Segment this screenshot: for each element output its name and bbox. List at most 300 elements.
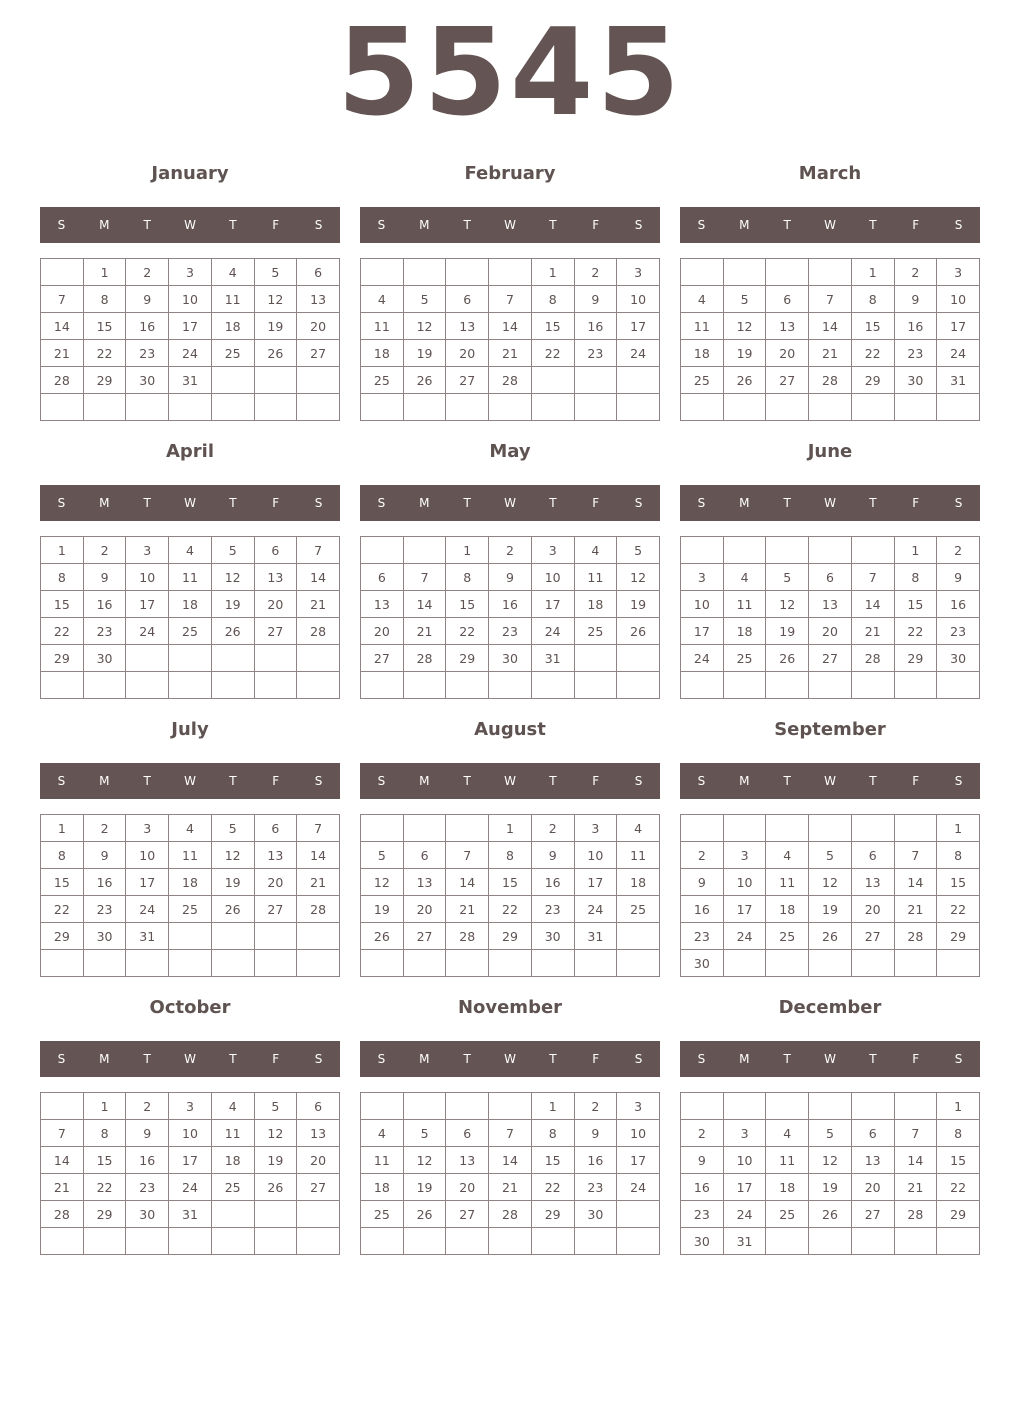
day-cell[interactable]: 3: [937, 259, 980, 286]
day-cell[interactable]: 1: [446, 537, 489, 564]
day-cell[interactable]: 9: [681, 1147, 724, 1174]
day-cell[interactable]: 20: [403, 896, 446, 923]
day-cell[interactable]: 20: [446, 340, 489, 367]
day-cell[interactable]: 1: [83, 259, 126, 286]
day-cell[interactable]: 18: [617, 869, 660, 896]
day-cell[interactable]: 29: [41, 645, 84, 672]
day-cell[interactable]: 26: [211, 896, 254, 923]
day-cell[interactable]: 17: [126, 591, 169, 618]
day-cell[interactable]: 4: [766, 1120, 809, 1147]
day-cell[interactable]: 3: [617, 1093, 660, 1120]
day-cell[interactable]: 12: [361, 869, 404, 896]
day-cell[interactable]: 11: [361, 1147, 404, 1174]
day-cell[interactable]: 23: [894, 340, 937, 367]
day-cell[interactable]: 9: [574, 1120, 617, 1147]
day-cell[interactable]: 4: [723, 564, 766, 591]
day-cell[interactable]: 13: [809, 591, 852, 618]
day-cell[interactable]: 25: [766, 1201, 809, 1228]
day-cell[interactable]: 15: [531, 1147, 574, 1174]
day-cell[interactable]: 27: [851, 1201, 894, 1228]
day-cell[interactable]: 26: [723, 367, 766, 394]
day-cell[interactable]: 26: [254, 1174, 297, 1201]
day-cell[interactable]: 10: [126, 564, 169, 591]
day-cell[interactable]: 3: [574, 815, 617, 842]
day-cell[interactable]: 18: [723, 618, 766, 645]
day-cell[interactable]: 6: [446, 286, 489, 313]
day-cell[interactable]: 11: [681, 313, 724, 340]
day-cell[interactable]: 27: [446, 1201, 489, 1228]
day-cell[interactable]: 8: [937, 842, 980, 869]
day-cell[interactable]: 16: [681, 896, 724, 923]
day-cell[interactable]: 21: [489, 340, 532, 367]
day-cell[interactable]: 24: [937, 340, 980, 367]
day-cell[interactable]: 12: [809, 869, 852, 896]
day-cell[interactable]: 4: [361, 1120, 404, 1147]
day-cell[interactable]: 27: [809, 645, 852, 672]
day-cell[interactable]: 12: [403, 313, 446, 340]
day-cell[interactable]: 12: [211, 842, 254, 869]
day-cell[interactable]: 4: [169, 537, 212, 564]
day-cell[interactable]: 20: [297, 313, 340, 340]
day-cell[interactable]: 13: [361, 591, 404, 618]
day-cell[interactable]: 11: [211, 286, 254, 313]
day-cell[interactable]: 1: [83, 1093, 126, 1120]
day-cell[interactable]: 5: [361, 842, 404, 869]
day-cell[interactable]: 24: [126, 618, 169, 645]
day-cell[interactable]: 24: [531, 618, 574, 645]
day-cell[interactable]: 17: [617, 1147, 660, 1174]
day-cell[interactable]: 14: [297, 842, 340, 869]
day-cell[interactable]: 7: [297, 815, 340, 842]
day-cell[interactable]: 2: [937, 537, 980, 564]
day-cell[interactable]: 31: [169, 367, 212, 394]
day-cell[interactable]: 13: [297, 1120, 340, 1147]
day-cell[interactable]: 10: [574, 842, 617, 869]
day-cell[interactable]: 27: [254, 896, 297, 923]
day-cell[interactable]: 13: [766, 313, 809, 340]
day-cell[interactable]: 20: [766, 340, 809, 367]
day-cell[interactable]: 21: [446, 896, 489, 923]
day-cell[interactable]: 7: [489, 286, 532, 313]
day-cell[interactable]: 19: [254, 1147, 297, 1174]
day-cell[interactable]: 14: [894, 1147, 937, 1174]
day-cell[interactable]: 19: [211, 869, 254, 896]
day-cell[interactable]: 10: [937, 286, 980, 313]
day-cell[interactable]: 9: [937, 564, 980, 591]
day-cell[interactable]: 27: [851, 923, 894, 950]
day-cell[interactable]: 12: [403, 1147, 446, 1174]
day-cell[interactable]: 6: [297, 1093, 340, 1120]
day-cell[interactable]: 2: [126, 259, 169, 286]
day-cell[interactable]: 2: [83, 815, 126, 842]
day-cell[interactable]: 15: [41, 591, 84, 618]
day-cell[interactable]: 20: [297, 1147, 340, 1174]
day-cell[interactable]: 4: [617, 815, 660, 842]
day-cell[interactable]: 10: [723, 869, 766, 896]
day-cell[interactable]: 26: [809, 1201, 852, 1228]
day-cell[interactable]: 22: [41, 618, 84, 645]
day-cell[interactable]: 23: [681, 923, 724, 950]
day-cell[interactable]: 8: [937, 1120, 980, 1147]
day-cell[interactable]: 8: [83, 1120, 126, 1147]
day-cell[interactable]: 21: [894, 896, 937, 923]
day-cell[interactable]: 26: [403, 367, 446, 394]
day-cell[interactable]: 6: [361, 564, 404, 591]
day-cell[interactable]: 30: [126, 367, 169, 394]
day-cell[interactable]: 15: [41, 869, 84, 896]
day-cell[interactable]: 21: [489, 1174, 532, 1201]
day-cell[interactable]: 18: [766, 1174, 809, 1201]
day-cell[interactable]: 8: [894, 564, 937, 591]
day-cell[interactable]: 17: [126, 869, 169, 896]
day-cell[interactable]: 3: [681, 564, 724, 591]
day-cell[interactable]: 19: [809, 1174, 852, 1201]
day-cell[interactable]: 8: [531, 1120, 574, 1147]
day-cell[interactable]: 4: [766, 842, 809, 869]
day-cell[interactable]: 16: [574, 313, 617, 340]
day-cell[interactable]: 11: [169, 564, 212, 591]
day-cell[interactable]: 18: [681, 340, 724, 367]
day-cell[interactable]: 18: [574, 591, 617, 618]
day-cell[interactable]: 28: [41, 1201, 84, 1228]
day-cell[interactable]: 1: [937, 1093, 980, 1120]
day-cell[interactable]: 24: [681, 645, 724, 672]
day-cell[interactable]: 30: [126, 1201, 169, 1228]
day-cell[interactable]: 16: [681, 1174, 724, 1201]
day-cell[interactable]: 23: [574, 1174, 617, 1201]
day-cell[interactable]: 24: [723, 1201, 766, 1228]
day-cell[interactable]: 11: [361, 313, 404, 340]
day-cell[interactable]: 10: [681, 591, 724, 618]
day-cell[interactable]: 12: [809, 1147, 852, 1174]
day-cell[interactable]: 1: [894, 537, 937, 564]
day-cell[interactable]: 13: [297, 286, 340, 313]
day-cell[interactable]: 23: [126, 340, 169, 367]
day-cell[interactable]: 9: [894, 286, 937, 313]
day-cell[interactable]: 31: [126, 923, 169, 950]
day-cell[interactable]: 4: [211, 1093, 254, 1120]
day-cell[interactable]: 29: [937, 1201, 980, 1228]
day-cell[interactable]: 9: [83, 842, 126, 869]
day-cell[interactable]: 18: [766, 896, 809, 923]
day-cell[interactable]: 15: [83, 313, 126, 340]
day-cell[interactable]: 15: [937, 869, 980, 896]
day-cell[interactable]: 5: [723, 286, 766, 313]
day-cell[interactable]: 9: [681, 869, 724, 896]
day-cell[interactable]: 9: [489, 564, 532, 591]
day-cell[interactable]: 12: [617, 564, 660, 591]
day-cell[interactable]: 5: [254, 259, 297, 286]
day-cell[interactable]: 14: [446, 869, 489, 896]
day-cell[interactable]: 4: [169, 815, 212, 842]
day-cell[interactable]: 16: [894, 313, 937, 340]
day-cell[interactable]: 17: [574, 869, 617, 896]
day-cell[interactable]: 20: [851, 896, 894, 923]
day-cell[interactable]: 2: [894, 259, 937, 286]
day-cell[interactable]: 22: [489, 896, 532, 923]
day-cell[interactable]: 5: [211, 537, 254, 564]
day-cell[interactable]: 16: [83, 869, 126, 896]
day-cell[interactable]: 7: [894, 1120, 937, 1147]
day-cell[interactable]: 9: [531, 842, 574, 869]
day-cell[interactable]: 9: [126, 1120, 169, 1147]
day-cell[interactable]: 13: [254, 564, 297, 591]
day-cell[interactable]: 13: [254, 842, 297, 869]
day-cell[interactable]: 31: [531, 645, 574, 672]
day-cell[interactable]: 11: [766, 869, 809, 896]
day-cell[interactable]: 27: [297, 1174, 340, 1201]
day-cell[interactable]: 19: [403, 340, 446, 367]
day-cell[interactable]: 6: [766, 286, 809, 313]
day-cell[interactable]: 1: [41, 815, 84, 842]
day-cell[interactable]: 12: [723, 313, 766, 340]
day-cell[interactable]: 14: [489, 1147, 532, 1174]
day-cell[interactable]: 10: [617, 286, 660, 313]
day-cell[interactable]: 21: [297, 591, 340, 618]
day-cell[interactable]: 6: [851, 842, 894, 869]
day-cell[interactable]: 26: [617, 618, 660, 645]
day-cell[interactable]: 5: [617, 537, 660, 564]
day-cell[interactable]: 5: [254, 1093, 297, 1120]
day-cell[interactable]: 10: [169, 1120, 212, 1147]
day-cell[interactable]: 19: [361, 896, 404, 923]
day-cell[interactable]: 24: [574, 896, 617, 923]
day-cell[interactable]: 2: [489, 537, 532, 564]
day-cell[interactable]: 22: [937, 896, 980, 923]
day-cell[interactable]: 13: [446, 313, 489, 340]
day-cell[interactable]: 27: [254, 618, 297, 645]
day-cell[interactable]: 14: [809, 313, 852, 340]
day-cell[interactable]: 7: [297, 537, 340, 564]
day-cell[interactable]: 22: [41, 896, 84, 923]
day-cell[interactable]: 30: [83, 645, 126, 672]
day-cell[interactable]: 22: [83, 1174, 126, 1201]
day-cell[interactable]: 10: [617, 1120, 660, 1147]
day-cell[interactable]: 25: [574, 618, 617, 645]
day-cell[interactable]: 24: [723, 923, 766, 950]
day-cell[interactable]: 22: [531, 340, 574, 367]
day-cell[interactable]: 12: [766, 591, 809, 618]
day-cell[interactable]: 27: [403, 923, 446, 950]
day-cell[interactable]: 21: [41, 1174, 84, 1201]
day-cell[interactable]: 1: [489, 815, 532, 842]
day-cell[interactable]: 14: [41, 313, 84, 340]
day-cell[interactable]: 8: [83, 286, 126, 313]
day-cell[interactable]: 21: [809, 340, 852, 367]
day-cell[interactable]: 11: [617, 842, 660, 869]
day-cell[interactable]: 29: [41, 923, 84, 950]
day-cell[interactable]: 5: [403, 1120, 446, 1147]
day-cell[interactable]: 19: [254, 313, 297, 340]
day-cell[interactable]: 13: [851, 1147, 894, 1174]
day-cell[interactable]: 17: [937, 313, 980, 340]
day-cell[interactable]: 23: [574, 340, 617, 367]
day-cell[interactable]: 28: [403, 645, 446, 672]
day-cell[interactable]: 18: [169, 869, 212, 896]
day-cell[interactable]: 6: [446, 1120, 489, 1147]
day-cell[interactable]: 14: [851, 591, 894, 618]
day-cell[interactable]: 16: [126, 1147, 169, 1174]
day-cell[interactable]: 29: [446, 645, 489, 672]
day-cell[interactable]: 20: [254, 869, 297, 896]
day-cell[interactable]: 7: [41, 286, 84, 313]
day-cell[interactable]: 21: [403, 618, 446, 645]
day-cell[interactable]: 27: [446, 367, 489, 394]
day-cell[interactable]: 24: [126, 896, 169, 923]
day-cell[interactable]: 26: [254, 340, 297, 367]
day-cell[interactable]: 29: [489, 923, 532, 950]
day-cell[interactable]: 27: [766, 367, 809, 394]
day-cell[interactable]: 4: [361, 286, 404, 313]
day-cell[interactable]: 16: [937, 591, 980, 618]
day-cell[interactable]: 2: [574, 1093, 617, 1120]
day-cell[interactable]: 14: [403, 591, 446, 618]
day-cell[interactable]: 25: [211, 340, 254, 367]
day-cell[interactable]: 17: [681, 618, 724, 645]
day-cell[interactable]: 2: [574, 259, 617, 286]
day-cell[interactable]: 13: [403, 869, 446, 896]
day-cell[interactable]: 26: [211, 618, 254, 645]
day-cell[interactable]: 3: [169, 259, 212, 286]
day-cell[interactable]: 28: [489, 367, 532, 394]
day-cell[interactable]: 22: [446, 618, 489, 645]
day-cell[interactable]: 22: [851, 340, 894, 367]
day-cell[interactable]: 18: [169, 591, 212, 618]
day-cell[interactable]: 21: [851, 618, 894, 645]
day-cell[interactable]: 4: [211, 259, 254, 286]
day-cell[interactable]: 28: [489, 1201, 532, 1228]
day-cell[interactable]: 28: [446, 923, 489, 950]
day-cell[interactable]: 8: [41, 842, 84, 869]
day-cell[interactable]: 15: [894, 591, 937, 618]
day-cell[interactable]: 19: [211, 591, 254, 618]
day-cell[interactable]: 15: [83, 1147, 126, 1174]
day-cell[interactable]: 1: [937, 815, 980, 842]
day-cell[interactable]: 2: [681, 842, 724, 869]
day-cell[interactable]: 28: [809, 367, 852, 394]
day-cell[interactable]: 5: [809, 842, 852, 869]
day-cell[interactable]: 30: [894, 367, 937, 394]
day-cell[interactable]: 28: [297, 896, 340, 923]
day-cell[interactable]: 5: [403, 286, 446, 313]
day-cell[interactable]: 26: [766, 645, 809, 672]
day-cell[interactable]: 25: [169, 896, 212, 923]
day-cell[interactable]: 3: [126, 815, 169, 842]
day-cell[interactable]: 20: [361, 618, 404, 645]
day-cell[interactable]: 25: [169, 618, 212, 645]
day-cell[interactable]: 6: [254, 815, 297, 842]
day-cell[interactable]: 23: [681, 1201, 724, 1228]
day-cell[interactable]: 10: [723, 1147, 766, 1174]
day-cell[interactable]: 20: [446, 1174, 489, 1201]
day-cell[interactable]: 23: [83, 896, 126, 923]
day-cell[interactable]: 29: [894, 645, 937, 672]
day-cell[interactable]: 2: [681, 1120, 724, 1147]
day-cell[interactable]: 30: [531, 923, 574, 950]
day-cell[interactable]: 18: [361, 1174, 404, 1201]
day-cell[interactable]: 17: [723, 896, 766, 923]
day-cell[interactable]: 25: [617, 896, 660, 923]
day-cell[interactable]: 28: [851, 645, 894, 672]
day-cell[interactable]: 25: [211, 1174, 254, 1201]
day-cell[interactable]: 10: [169, 286, 212, 313]
day-cell[interactable]: 2: [531, 815, 574, 842]
day-cell[interactable]: 26: [809, 923, 852, 950]
day-cell[interactable]: 29: [531, 1201, 574, 1228]
day-cell[interactable]: 24: [169, 1174, 212, 1201]
day-cell[interactable]: 4: [574, 537, 617, 564]
day-cell[interactable]: 3: [169, 1093, 212, 1120]
day-cell[interactable]: 31: [723, 1228, 766, 1255]
day-cell[interactable]: 15: [446, 591, 489, 618]
day-cell[interactable]: 6: [297, 259, 340, 286]
day-cell[interactable]: 19: [403, 1174, 446, 1201]
day-cell[interactable]: 29: [83, 367, 126, 394]
day-cell[interactable]: 24: [169, 340, 212, 367]
day-cell[interactable]: 1: [531, 259, 574, 286]
day-cell[interactable]: 22: [937, 1174, 980, 1201]
day-cell[interactable]: 7: [41, 1120, 84, 1147]
day-cell[interactable]: 16: [531, 869, 574, 896]
day-cell[interactable]: 31: [169, 1201, 212, 1228]
day-cell[interactable]: 2: [126, 1093, 169, 1120]
day-cell[interactable]: 30: [681, 1228, 724, 1255]
day-cell[interactable]: 23: [937, 618, 980, 645]
day-cell[interactable]: 19: [766, 618, 809, 645]
day-cell[interactable]: 15: [937, 1147, 980, 1174]
day-cell[interactable]: 28: [894, 1201, 937, 1228]
day-cell[interactable]: 13: [446, 1147, 489, 1174]
day-cell[interactable]: 18: [361, 340, 404, 367]
day-cell[interactable]: 3: [617, 259, 660, 286]
day-cell[interactable]: 18: [211, 1147, 254, 1174]
day-cell[interactable]: 17: [723, 1174, 766, 1201]
day-cell[interactable]: 11: [574, 564, 617, 591]
day-cell[interactable]: 3: [723, 1120, 766, 1147]
day-cell[interactable]: 29: [851, 367, 894, 394]
day-cell[interactable]: 28: [894, 923, 937, 950]
day-cell[interactable]: 30: [83, 923, 126, 950]
day-cell[interactable]: 28: [41, 367, 84, 394]
day-cell[interactable]: 6: [403, 842, 446, 869]
day-cell[interactable]: 31: [937, 367, 980, 394]
day-cell[interactable]: 6: [254, 537, 297, 564]
day-cell[interactable]: 8: [851, 286, 894, 313]
day-cell[interactable]: 5: [766, 564, 809, 591]
day-cell[interactable]: 9: [83, 564, 126, 591]
day-cell[interactable]: 19: [809, 896, 852, 923]
day-cell[interactable]: 3: [531, 537, 574, 564]
day-cell[interactable]: 27: [361, 645, 404, 672]
day-cell[interactable]: 30: [937, 645, 980, 672]
day-cell[interactable]: 30: [681, 950, 724, 977]
day-cell[interactable]: 25: [723, 645, 766, 672]
day-cell[interactable]: 23: [531, 896, 574, 923]
day-cell[interactable]: 2: [83, 537, 126, 564]
day-cell[interactable]: 20: [851, 1174, 894, 1201]
day-cell[interactable]: 8: [41, 564, 84, 591]
day-cell[interactable]: 7: [489, 1120, 532, 1147]
day-cell[interactable]: 23: [489, 618, 532, 645]
day-cell[interactable]: 3: [126, 537, 169, 564]
day-cell[interactable]: 23: [83, 618, 126, 645]
day-cell[interactable]: 8: [446, 564, 489, 591]
day-cell[interactable]: 20: [254, 591, 297, 618]
day-cell[interactable]: 14: [41, 1147, 84, 1174]
day-cell[interactable]: 11: [211, 1120, 254, 1147]
day-cell[interactable]: 17: [531, 591, 574, 618]
day-cell[interactable]: 15: [531, 313, 574, 340]
